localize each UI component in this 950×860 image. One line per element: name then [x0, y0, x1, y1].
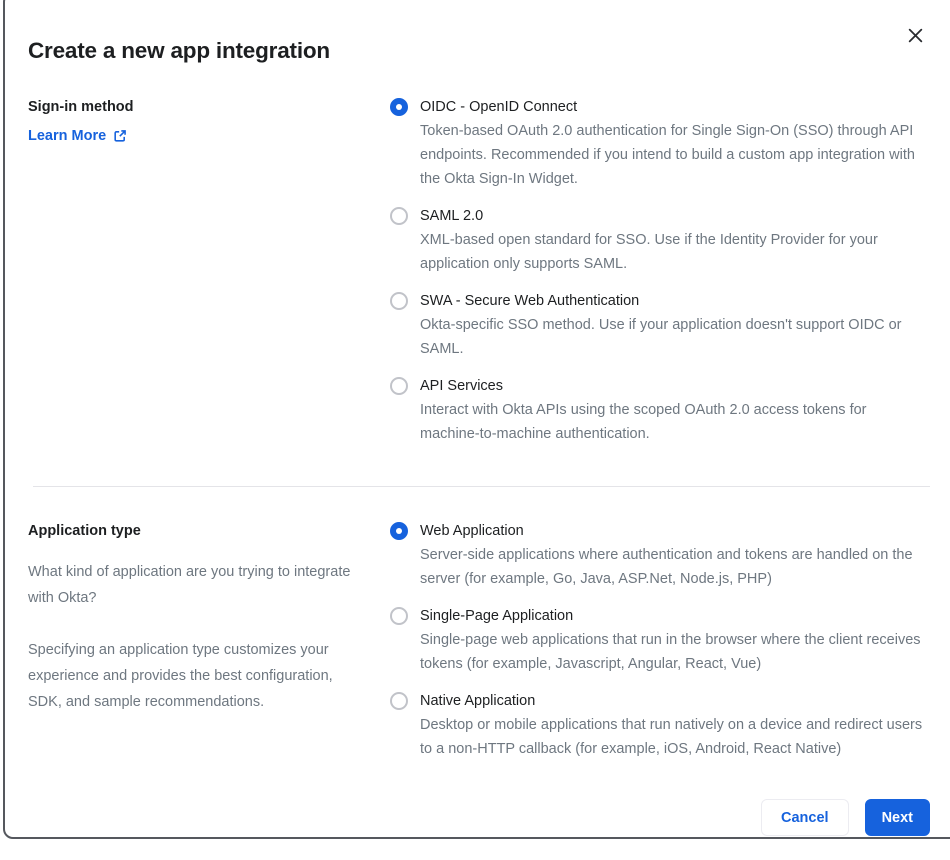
application-type-heading: Application type [28, 519, 363, 543]
radio-option-label: Single-Page Application [420, 604, 925, 628]
next-button[interactable]: Next [865, 799, 930, 836]
radio-option-label: API Services [420, 374, 925, 398]
radio-selected-icon[interactable] [390, 522, 408, 540]
section-divider [33, 486, 930, 487]
application-type-options [390, 519, 930, 761]
create-app-integration-modal [3, 0, 950, 839]
radio-option-label: Web Application [420, 519, 925, 543]
radio-option[interactable] [390, 374, 930, 446]
cancel-button[interactable]: Cancel [761, 799, 849, 836]
radio-option[interactable] [390, 204, 930, 276]
radio-option-label: Native Application [420, 689, 925, 713]
close-icon [907, 27, 924, 44]
radio-unselected-icon[interactable] [390, 207, 408, 225]
radio-unselected-icon[interactable] [390, 607, 408, 625]
application-type-left-column [28, 519, 363, 761]
radio-option-description: XML-based open standard for SSO. Use if the Identity Provider for your application only supports SAML. [420, 228, 925, 276]
radio-option-description: Server-side applications where authentication and tokens are handled on the server (for example, Go, Java, ASP.Net, Node.js, PHP) [420, 543, 925, 591]
radio-option[interactable] [390, 289, 930, 361]
radio-option-label: OIDC - OpenID Connect [420, 95, 925, 119]
radio-option[interactable] [390, 604, 930, 676]
external-link-icon [113, 129, 127, 143]
sign-in-method-section [28, 95, 930, 446]
close-button[interactable] [902, 22, 928, 48]
radio-option[interactable] [390, 95, 930, 191]
modal-title: Create a new app integration [28, 38, 930, 64]
application-type-section [28, 519, 930, 761]
learn-more-link[interactable] [28, 128, 127, 144]
radio-option[interactable] [390, 689, 930, 761]
application-type-note: Specifying an application type customizes your experience and provides the best configuration, SDK, and sample recommendations. [28, 637, 363, 715]
radio-option-description: Desktop or mobile applications that run natively on a device and redirect users to a non-HTTP callback (for example, iOS, Android, React Native) [420, 713, 925, 761]
application-type-question: What kind of application are you trying to integrate with Okta? [28, 559, 363, 611]
sign-in-method-options [390, 95, 930, 446]
radio-option-description: Token-based OAuth 2.0 authentication for Single Sign-On (SSO) through API endpoints. Recommended if you intend to build a custom app integration with the Okta Sign-In Widget. [420, 119, 925, 191]
radio-unselected-icon[interactable] [390, 692, 408, 710]
radio-option-label: SWA - Secure Web Authentication [420, 289, 925, 313]
radio-selected-icon[interactable] [390, 98, 408, 116]
radio-unselected-icon[interactable] [390, 377, 408, 395]
sign-in-method-heading: Sign-in method [28, 95, 363, 119]
radio-option-label: SAML 2.0 [420, 204, 925, 228]
learn-more-label: Learn More [28, 128, 106, 144]
radio-option-description: Okta-specific SSO method. Use if your application doesn't support OIDC or SAML. [420, 313, 925, 361]
radio-option-description: Interact with Okta APIs using the scoped OAuth 2.0 access tokens for machine-to-machine authentication. [420, 398, 925, 446]
radio-unselected-icon[interactable] [390, 292, 408, 310]
radio-option[interactable] [390, 519, 930, 591]
radio-option-description: Single-page web applications that run in the browser where the client receives tokens (for example, Javascript, Angular, React, Vue) [420, 628, 925, 676]
sign-in-method-left-column [28, 95, 363, 446]
